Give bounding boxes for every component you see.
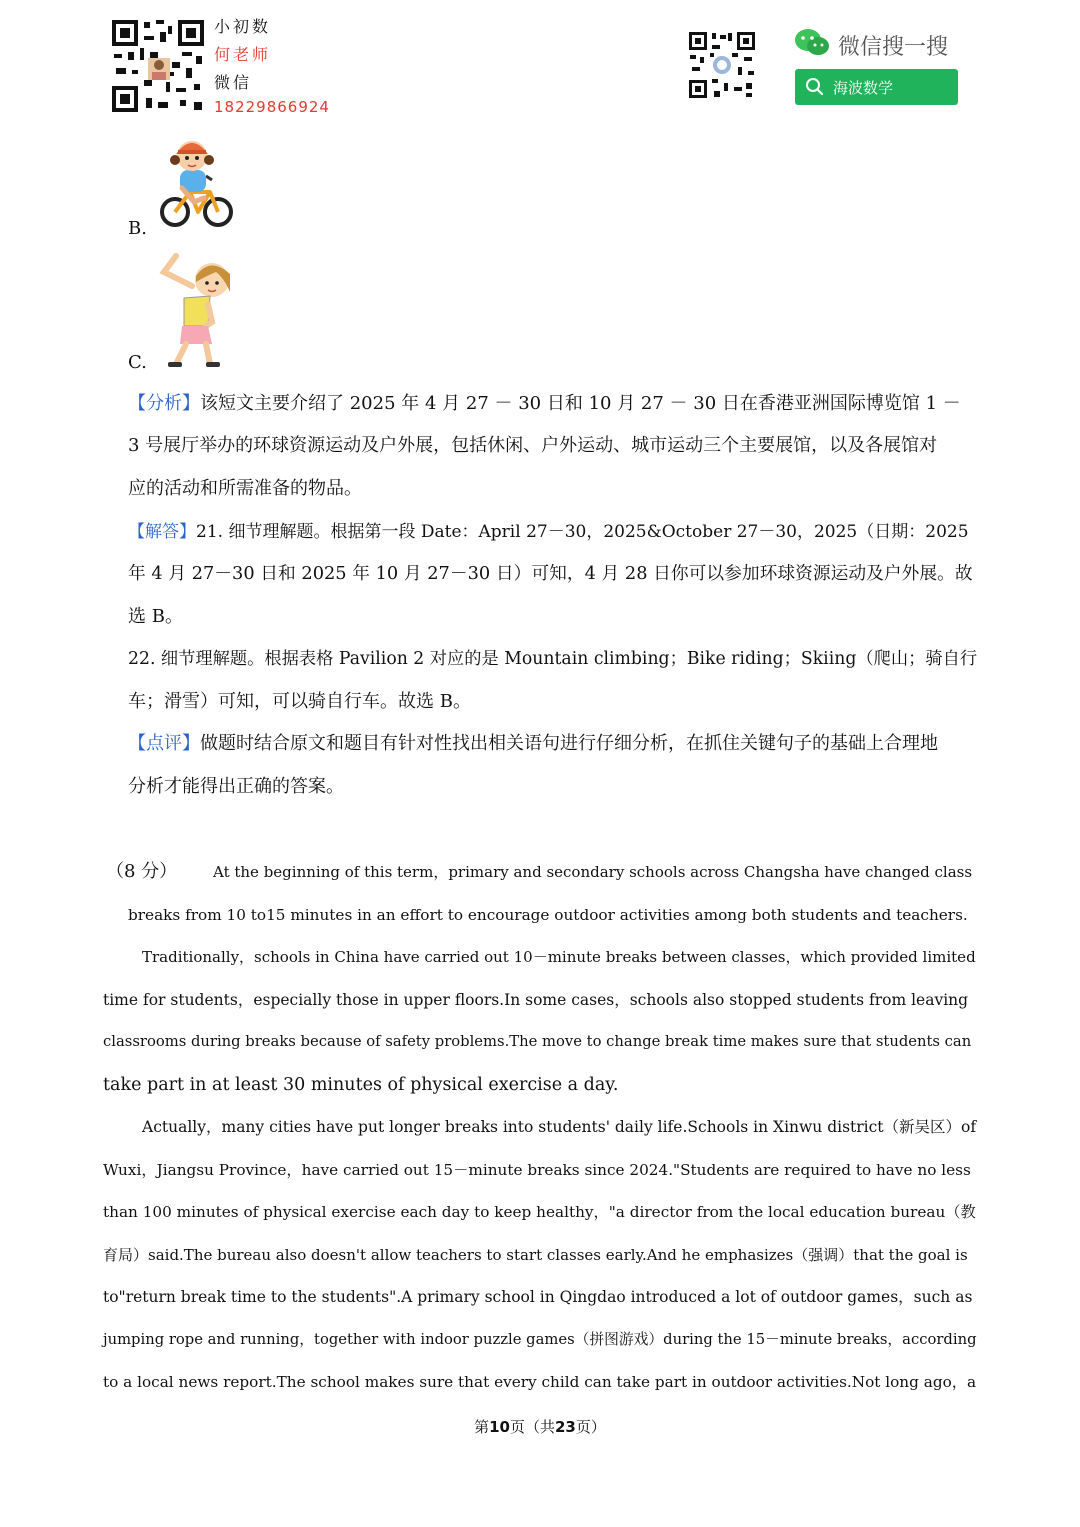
passage-line-12: jumping rope and running，together with indoor puzzle games（拼图游戏）during the 15－minute breaks，according <box>103 1331 977 1348</box>
girl-riding-bike-image <box>158 136 236 230</box>
answer-tag: 【解答】 <box>128 522 196 542</box>
badge-line-2: 何老师 <box>214 45 272 64</box>
answer-line-3: 选 B。 <box>128 606 183 627</box>
passage-score: （8 分） <box>106 861 178 882</box>
analysis-line-1 <box>128 392 977 416</box>
analysis-line-3: 应的活动和所需准备的物品。 <box>128 478 362 499</box>
passage-line-13: to a local news report.The school makes sure that every child can take part in outdoor activities.Not long ago，a <box>103 1373 977 1391</box>
answer-line-1 <box>128 520 969 544</box>
comment-text-1: 做题时结合原文和题目有针对性找出相关语句进行仔细分析，在抓住关键句子的基础上合理地 <box>200 733 938 754</box>
analysis-line-2: 3 号展厅举办的环球资源运动及户外展，包括休闲、户外运动、城市运动三个主要展馆，以及各展馆对 <box>128 435 938 456</box>
passage-line-7: Actually，many cities have put longer breaks into students' daily life.Schools in Xinwu district（新吴区）of <box>142 1118 977 1136</box>
footer-middle: 页（共 <box>509 1418 555 1436</box>
footer-page-number: 10 <box>489 1418 510 1436</box>
comment-line-1 <box>128 732 938 756</box>
passage-line-1: At the beginning of this term，primary and secondary schools across Changsha have changed class <box>213 863 973 881</box>
comment-tag: 【点评】 <box>128 733 200 754</box>
option-b-label: B. <box>128 218 147 239</box>
passage-line-2: breaks from 10 to15 minutes in an effort to encourage outdoor activities among both students and teachers. <box>128 906 968 924</box>
passage-line-10: 育局）said.The bureau also doesn't allow teachers to start classes early.And he emphasizes（强调）that the goal is <box>103 1246 968 1264</box>
analysis-tag: 【分析】 <box>128 393 200 414</box>
option-c-label: C. <box>128 352 147 373</box>
footer-total-pages: 23 <box>555 1418 576 1436</box>
wechat-search-button[interactable] <box>795 69 958 105</box>
passage-line-3: Traditionally，schools in China have carried out 10－minute breaks between classes，which provided limited <box>142 948 976 966</box>
wechat-search-label: 海波数学 <box>833 78 894 97</box>
comment-line-2: 分析才能得出正确的答案。 <box>128 776 344 797</box>
page-footer <box>0 1416 1080 1437</box>
search-icon <box>805 77 825 97</box>
analysis-text-1: 该短文主要介绍了 2025 年 4 月 27 － 30 日和 10 月 27 － 30 日在香港亚洲国际博览馆 1 － <box>200 393 961 414</box>
wechat-logo-icon <box>794 28 830 58</box>
girl-stretching-image <box>150 252 236 370</box>
answer-line-2: 年 4 月 27－30 日和 2025 年 10 月 27－30 日）可知，4 月 28 日你可以参加环球资源运动及户外展。故 <box>128 564 973 584</box>
passage-line-4: time for students，especially those in upper floors.In some cases，schools also stopped students from leaving <box>103 991 969 1009</box>
answer-line-4: 22. 细节理解题。根据表格 Pavilion 2 对应的是 Mountain climbing；Bike riding；Skiing（爬山；骑自行 <box>128 649 978 669</box>
badge-line-3: 微信 <box>214 73 253 92</box>
answer-text-1: 21. 细节理解题。根据第一段 Date：April 27－30，2025&October 27－30，2025（日期：2025 <box>196 522 969 542</box>
badge-line-1: 小初数 <box>214 17 272 36</box>
answer-line-5: 车；滑雪）可知，可以骑自行车。故选 B。 <box>128 691 471 712</box>
badge-phone: 18229866924 <box>214 98 330 116</box>
passage-line-5: classrooms during breaks because of safety problems.The move to change break time makes sure that students can <box>103 1033 972 1050</box>
footer-suffix: 页） <box>575 1418 606 1436</box>
footer-prefix: 第 <box>474 1418 490 1436</box>
qr-code-left <box>110 18 206 114</box>
passage-line-6: take part in at least 30 minutes of physical exercise a day. <box>103 1075 619 1095</box>
passage-line-9: than 100 minutes of physical exercise each day to keep healthy，"a director from the local education bureau（教 <box>103 1203 976 1221</box>
qr-code-right <box>688 31 756 99</box>
passage-line-8: Wuxi，Jiangsu Province，have carried out 15－minute breaks since 2024."Students are required to have no less <box>103 1161 971 1179</box>
wechat-search-title: 微信搜一搜 <box>838 35 949 60</box>
passage-line-11: to"return break time to the students".A primary school in Qingdao introduced a lot of outdoor games，such as <box>103 1288 973 1306</box>
